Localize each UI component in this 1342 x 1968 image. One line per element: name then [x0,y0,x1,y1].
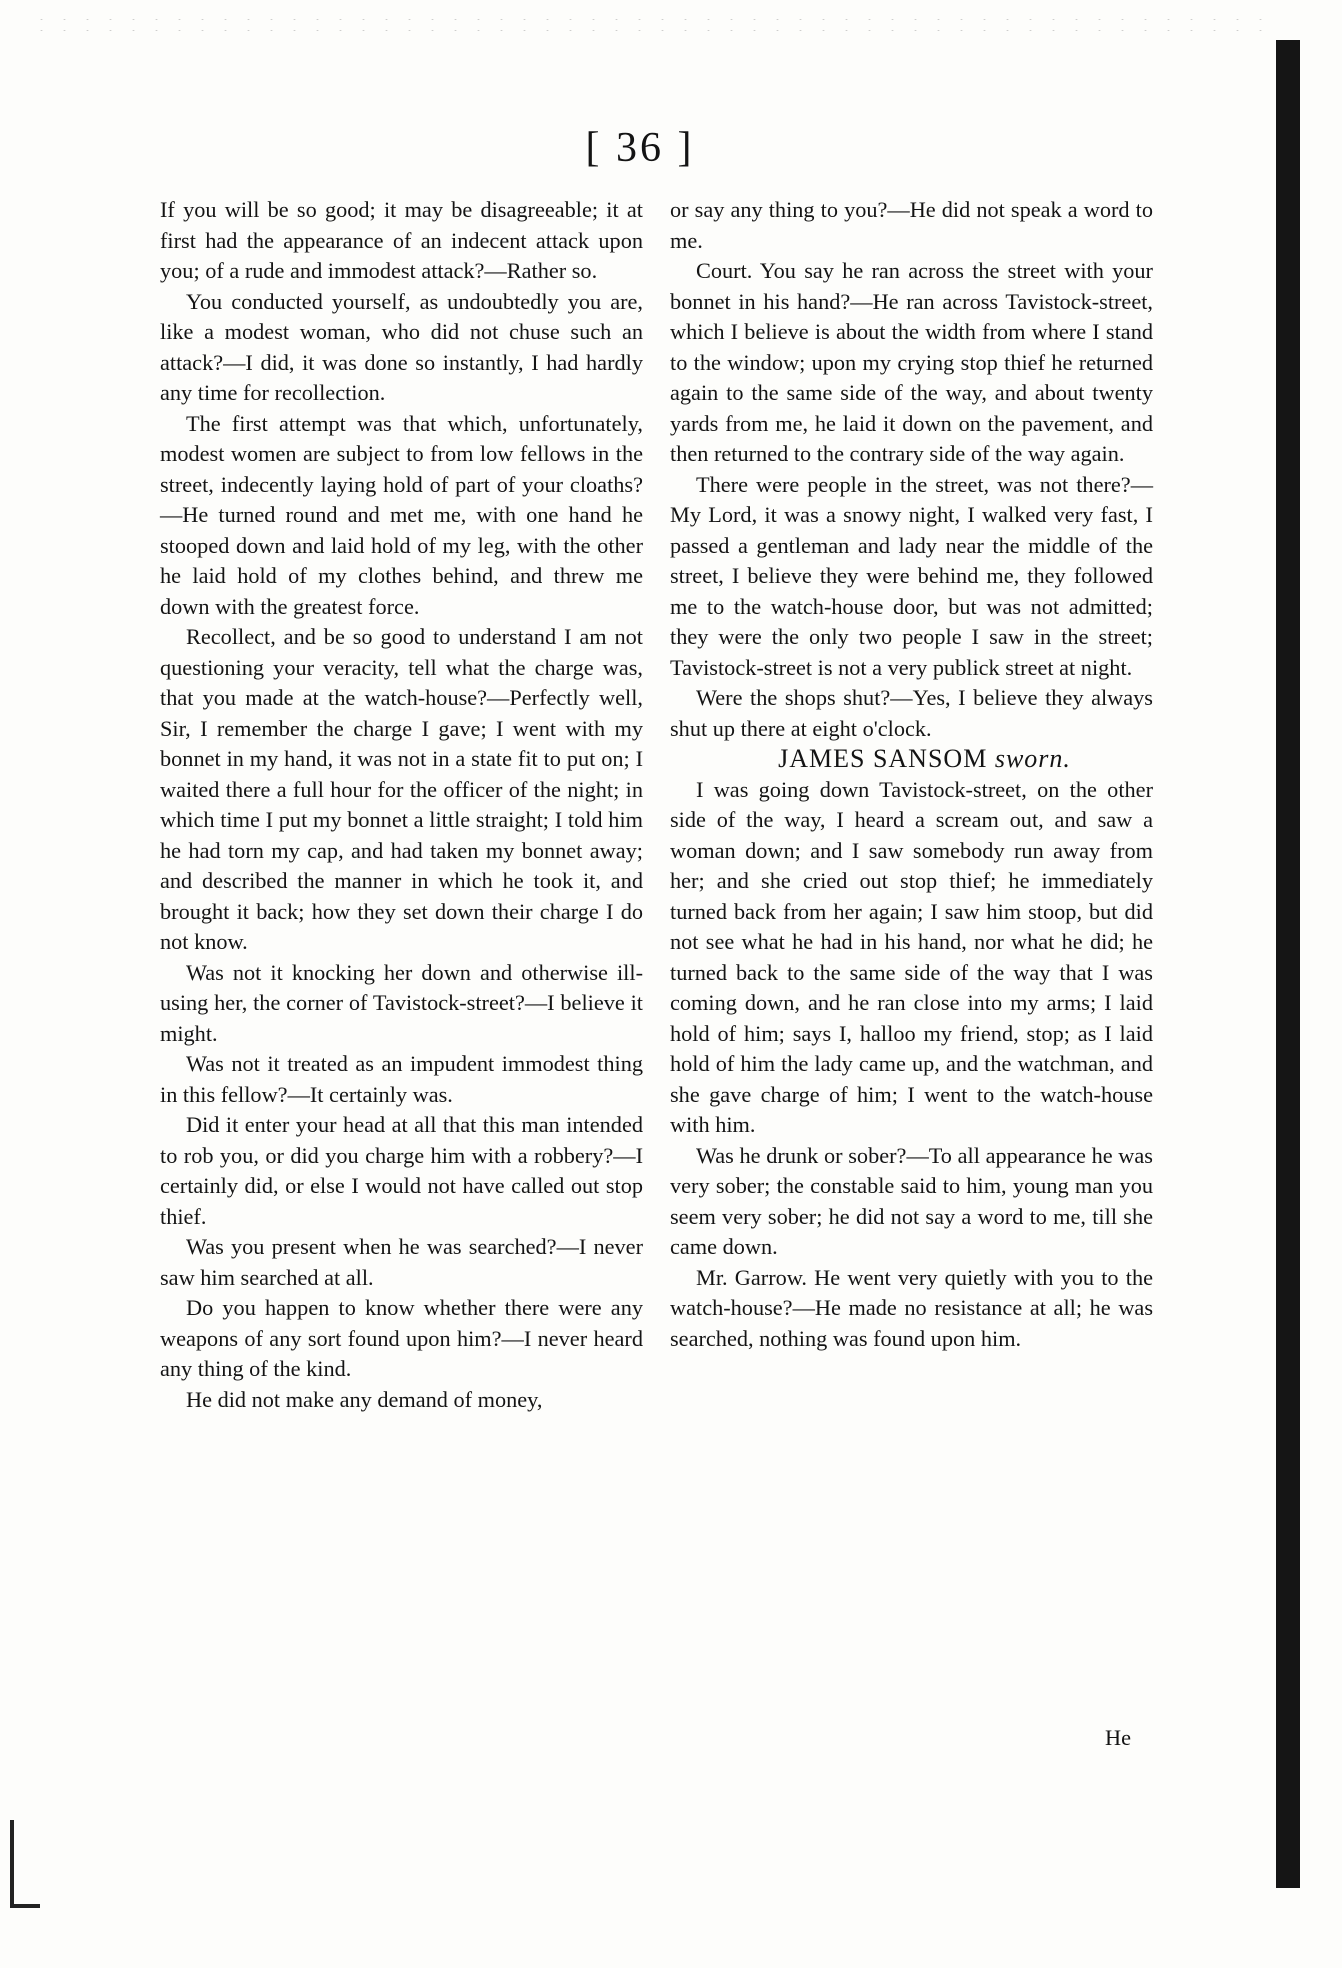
witness-name: JAMES SANSOM [778,744,988,773]
paragraph: Do you happen to know whether there were any weapons of any sort found upon him?—I never heard any thing of the kind. [160,1295,643,1381]
paragraph: Mr. Garrow. He went very quietly with you to the watch-house?—He made no resistance at all; he was searched, nothing was found upon him. [670,1264,1153,1351]
paragraph: He did not make any demand of money, [186,1386,543,1412]
paragraph: Recollect, and be so good to understand I am not questioning your veracity, tell what the charge was, that you made at the watch-house?—Perfectly well, Sir, I remember the charge I gave; I went with my bonnet in my hand, it was not in a state fit to put on; I waited there a full hour for the officer of the night; in which time I put my bonnet a little straight; I told him he had torn my cap, and had taken my bonnet away; and described the manner in which he took it, and brought it back; how they set down their charge I do not know. [160,624,643,954]
witness-status: sworn. [994,744,1071,773]
scan-binding-shadow [1276,40,1300,1888]
paragraph: You conducted yourself, as undoubtedly you are, like a modest woman, who did not chuse such an attack?—I did, it was done so instantly, I had hardly any time for recollection. [160,288,643,405]
paragraph: Was he drunk or sober?—To all appearance he was very sober; the constable said to him, young man you seem very sober; he did not say a word to me, till she came down. [670,1142,1153,1259]
left-column [160,195,643,1415]
witness-heading [670,744,1153,775]
paragraph: There were people in the street, was not there?—My Lord, it was a snowy night, I walked very fast, I passed a gentleman and lady near the middle of the street, I believe they were behind me, they followed me to the watch-house door, but was not admitted; they were the only two people I saw in the street; Tavistock-street is not a very publick street at night. [670,471,1153,680]
paragraph: If you will be so good; it may be disagreeable; it at first had the appearance of an indecent attack upon you; of a rude and immodest attack?—Rather so. [160,197,643,283]
right-column [670,195,1153,1354]
paragraph: or say any thing to you?—He did not speak a word to me. [670,197,1153,253]
paragraph: Was you present when he was searched?—I never saw him searched at all. [160,1234,643,1290]
scan-edge-noise [30,14,1282,40]
page-number-header: [ 36 ] [585,125,695,171]
paragraph: Did it enter your head at all that this man intended to rob you, or did you charge him with a robbery?—I certainly did, or else I would not have called out stop thief. [160,1112,643,1229]
paragraph: The first attempt was that which, unfortunately, modest women are subject to from low fellows in the street, indecently laying hold of part of your cloaths?—He turned round and met me, with one hand he stooped down and laid hold of my leg, with the other he laid hold of my clothes behind, and threw me down with the greatest force. [160,410,643,619]
paragraph: Was not it knocking her down and otherwise ill-using her, the corner of Tavistock-street?—I believe it might. [160,959,643,1046]
paragraph: I was going down Tavistock-street, on the other side of the way, I heard a scream out, and saw a woman down; and I saw somebody run away from her; and she cried out stop thief; he immediately turned back from her again; I saw him stoop, but did not see what he had in his hand, nor what he did; he turned back to the same side of the way that I was coming down, and he ran close into my arms; I laid hold of him; says I, halloo my friend, stop; as I laid hold of him the lady came up, and the watchman, and she gave charge of him; I went to the watch-house with him. [670,776,1153,1137]
scan-margin-mark [10,1820,40,1908]
paragraph: Was not it treated as an impudent immodest thing in this fellow?—It certainly was. [160,1051,643,1107]
paragraph: Court. You say he ran across the street with your bonnet in his hand?—He ran across Tavistock-street, which I believe is about the width from where I stand to the window; upon my crying stop thief he returned again to the same side of the way, and about twenty yards from me, he laid it down on the pavement, and then returned to the contrary side of the way again. [670,258,1153,466]
catchword: He [1105,1725,1131,1750]
paragraph: Were the shops shut?—Yes, I believe they always shut up there at eight o'clock. [670,685,1153,741]
